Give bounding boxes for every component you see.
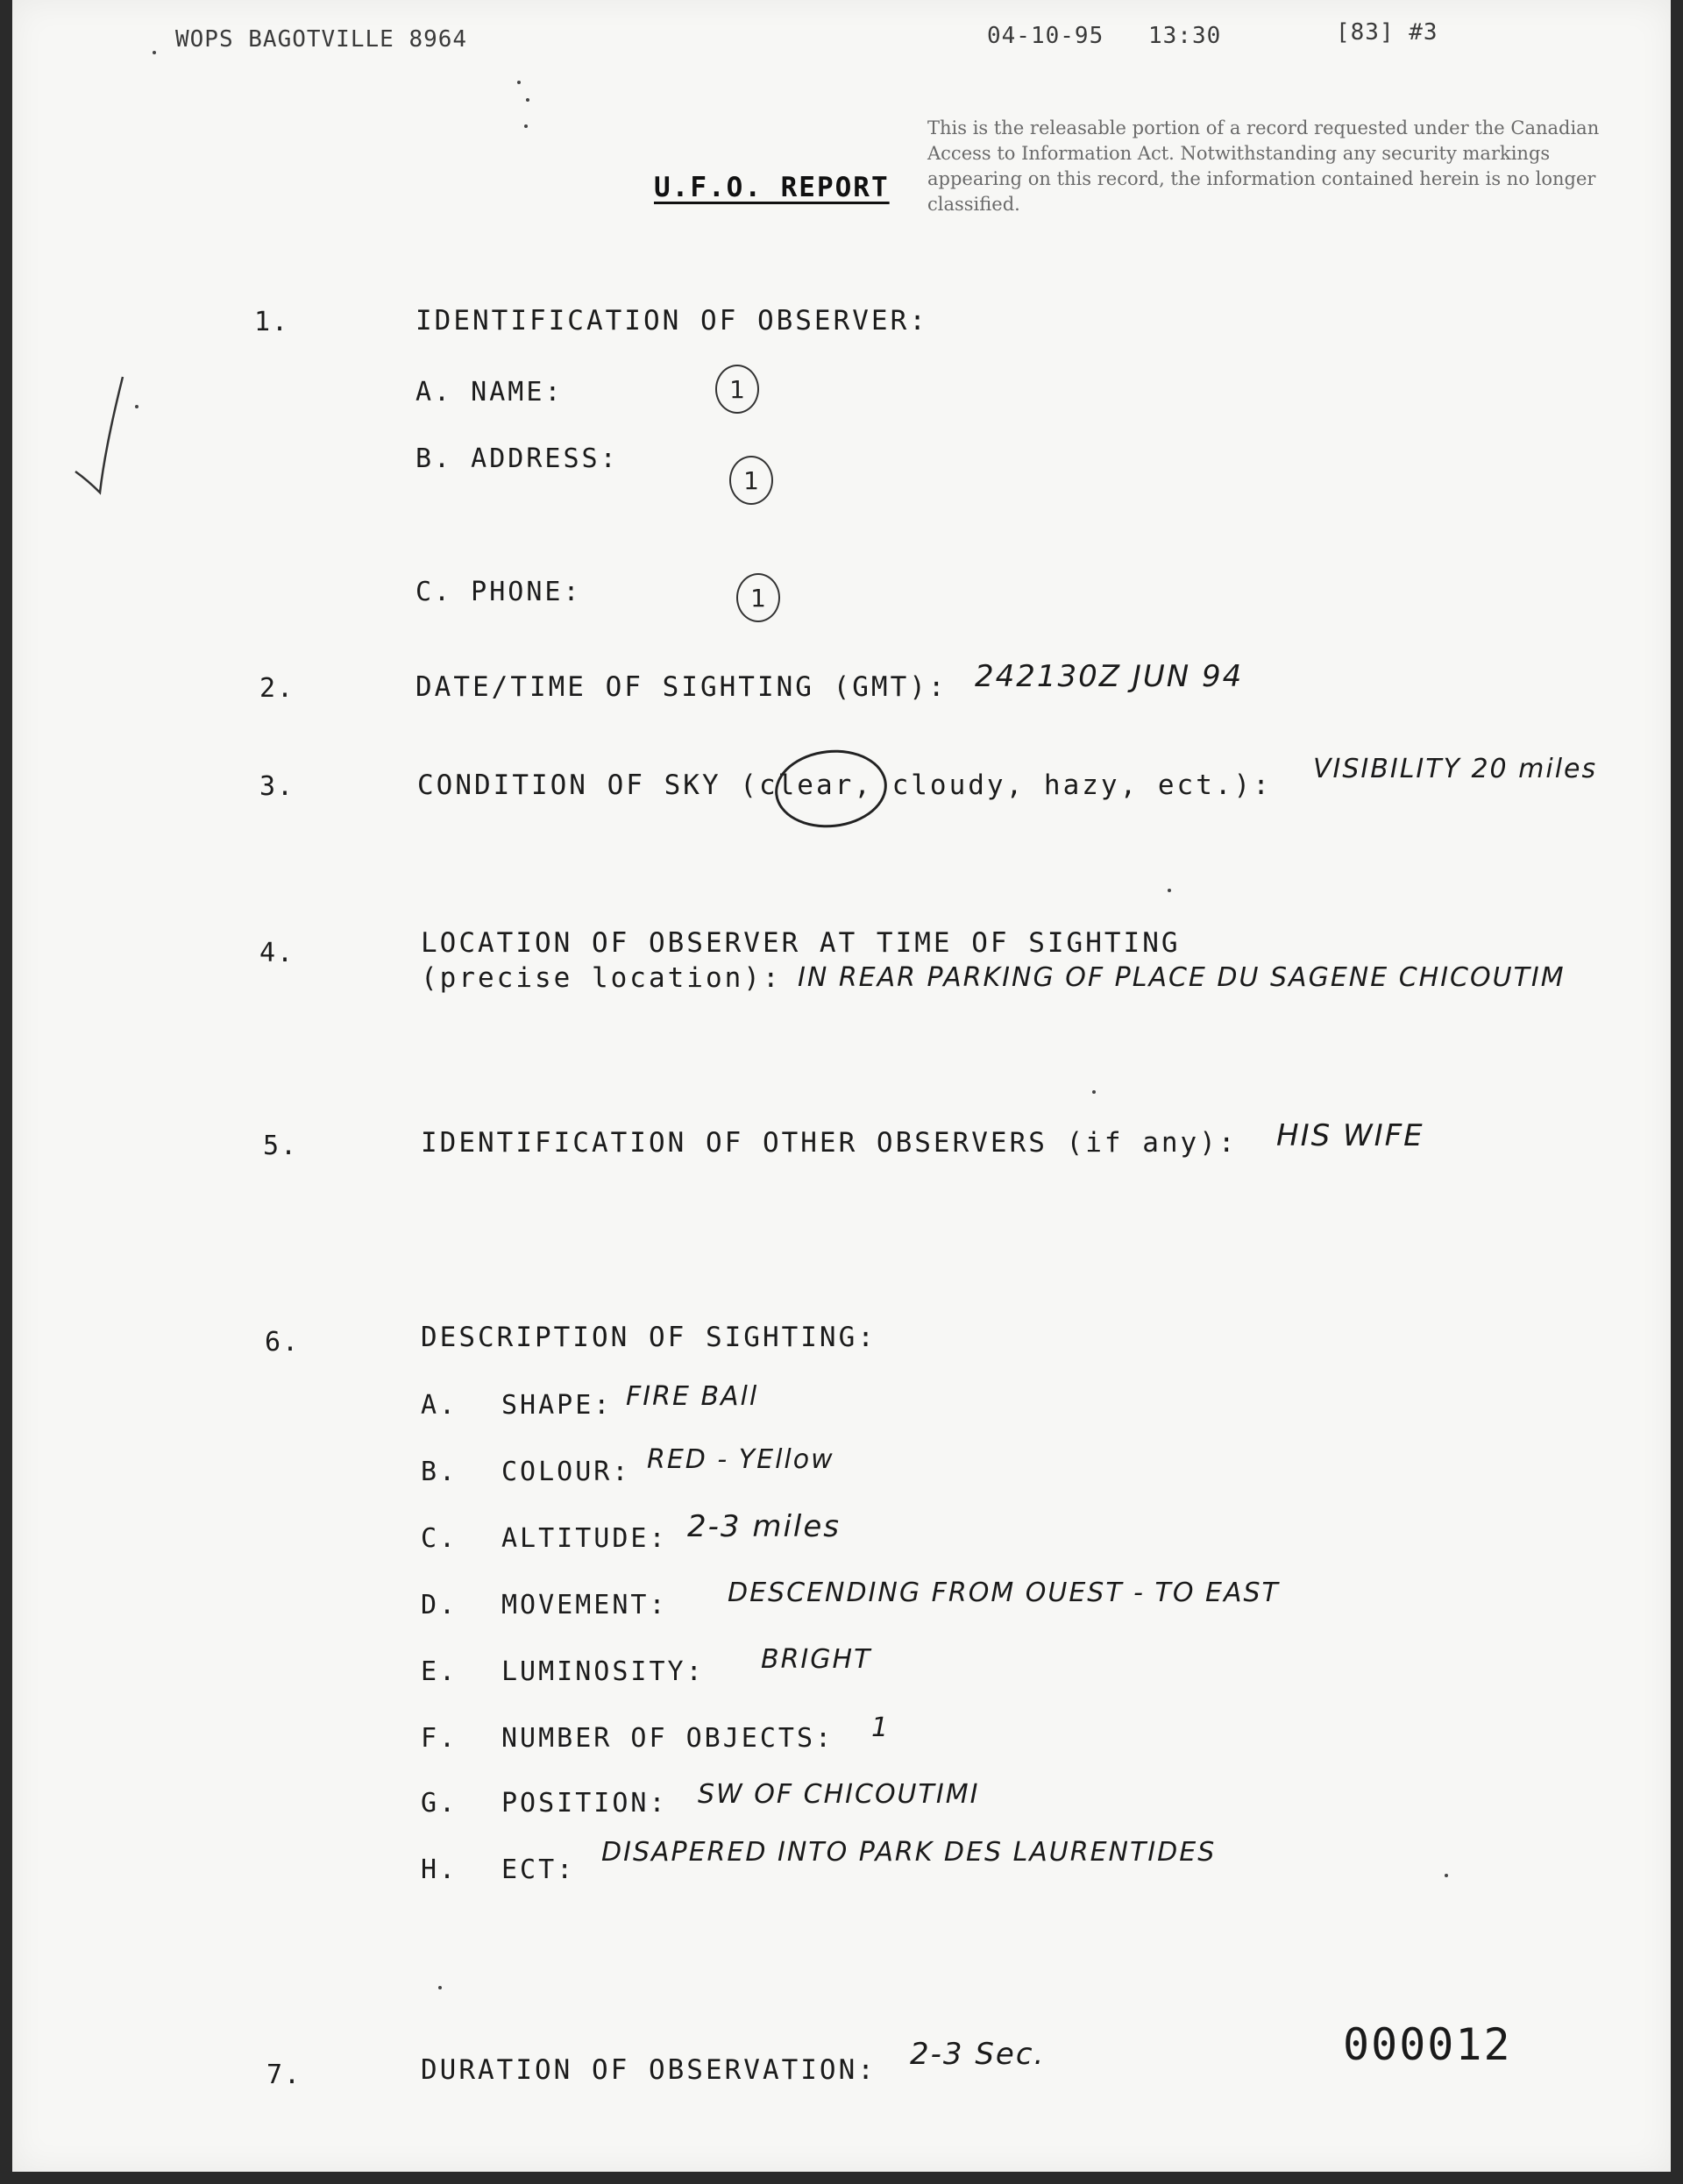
speck bbox=[153, 51, 156, 54]
shape-letter: A. bbox=[421, 1390, 458, 1421]
ect-answer: DISAPERED INTO PARK DES LAURENTIDES bbox=[601, 1837, 1217, 1868]
option-clear: clear bbox=[758, 769, 855, 801]
section-1-number: 1. bbox=[254, 307, 290, 337]
document-page bbox=[12, 0, 1671, 2172]
clear-circle-mark bbox=[771, 745, 891, 833]
section-1-label: IDENTIFICATION OF OBSERVER: bbox=[415, 305, 928, 337]
position-label: POSITION: bbox=[501, 1788, 668, 1819]
section-5-label: IDENTIFICATION OF OTHER OBSERVERS (if any): bbox=[421, 1127, 1238, 1159]
sky-condition-answer: VISIBILITY 20 miles bbox=[1313, 754, 1598, 784]
luminosity-letter: E. bbox=[421, 1656, 458, 1687]
section-7-label: DURATION OF OBSERVATION: bbox=[421, 2054, 877, 2086]
section-7-number: 7. bbox=[266, 2060, 302, 2090]
luminosity-label: LUMINOSITY: bbox=[501, 1656, 705, 1687]
redaction-mark-address: 1 bbox=[729, 456, 773, 505]
shape-label: SHAPE: bbox=[501, 1390, 613, 1421]
section-4-label: LOCATION OF OBSERVER AT TIME OF SIGHTING bbox=[421, 927, 1181, 959]
objects-letter: F. bbox=[421, 1723, 458, 1754]
section-3-label: CONDITION OF SKY (clear, cloudy, hazy, ect.): bbox=[417, 769, 1272, 801]
movement-answer: DESCENDING FROM OUEST - TO EAST bbox=[728, 1578, 1280, 1608]
section-3-number: 3. bbox=[259, 771, 295, 802]
colour-label: COLOUR: bbox=[501, 1457, 631, 1487]
duration-answer: 2-3 Sec. bbox=[910, 2037, 1046, 2072]
movement-letter: D. bbox=[421, 1590, 458, 1620]
section-6-number: 6. bbox=[265, 1327, 301, 1358]
section-2-label: DATE/TIME OF SIGHTING (GMT): bbox=[415, 671, 948, 703]
altitude-letter: C. bbox=[421, 1523, 458, 1554]
speck bbox=[438, 1986, 442, 1989]
location-answer: IN REAR PARKING OF PLACE DU SAGENE CHICOUTIM bbox=[798, 962, 1566, 993]
ect-letter: H. bbox=[421, 1854, 458, 1885]
section-4-label-line2: (precise location): bbox=[421, 962, 782, 994]
colour-answer: RED - YEllow bbox=[647, 1444, 834, 1475]
fax-page: [83] #3 bbox=[1336, 19, 1438, 46]
release-stamp: This is the releasable portion of a record requested under the Canadian Access to Information Act. Notwithstanding any security markings appearing on this record, the information contained herein is no longer classified. bbox=[927, 117, 1600, 215]
redaction-mark-name: 1 bbox=[715, 365, 759, 414]
fax-sender: WOPS BAGOTVILLE 8964 bbox=[175, 26, 468, 53]
speck bbox=[1445, 1874, 1448, 1877]
page-title: U.F.O. REPORT bbox=[654, 172, 890, 203]
position-answer: SW OF CHICOUTIMI bbox=[698, 1779, 980, 1810]
speck bbox=[526, 98, 529, 102]
section-6-label: DESCRIPTION OF SIGHTING: bbox=[421, 1322, 877, 1353]
speck bbox=[517, 81, 521, 84]
speck bbox=[1168, 889, 1171, 892]
speck bbox=[1092, 1090, 1096, 1094]
altitude-label: ALTITUDE: bbox=[501, 1523, 668, 1554]
ect-label: ECT: bbox=[501, 1854, 576, 1885]
name-label: A. NAME: bbox=[415, 377, 564, 408]
fax-time: 13:30 bbox=[1148, 23, 1222, 49]
altitude-answer: 2-3 miles bbox=[687, 1509, 841, 1544]
movement-label: MOVEMENT: bbox=[501, 1590, 668, 1620]
section-5-number: 5. bbox=[263, 1131, 299, 1161]
check-mark-icon bbox=[70, 368, 140, 500]
section-4-number: 4. bbox=[259, 938, 295, 968]
position-letter: G. bbox=[421, 1788, 458, 1819]
objects-label: NUMBER OF OBJECTS: bbox=[501, 1723, 834, 1754]
address-label: B. ADDRESS: bbox=[415, 443, 619, 474]
phone-label: C. PHONE: bbox=[415, 577, 582, 607]
fax-date: 04-10-95 bbox=[987, 23, 1104, 49]
section-2-number: 2. bbox=[259, 673, 295, 704]
colour-letter: B. bbox=[421, 1457, 458, 1487]
sighting-datetime-answer: 242130Z JUN 94 bbox=[975, 659, 1244, 694]
other-observers-answer: HIS WIFE bbox=[1276, 1118, 1424, 1153]
document-number: 000012 bbox=[1343, 2019, 1512, 2070]
luminosity-answer: BRIGHT bbox=[761, 1644, 872, 1675]
speck bbox=[524, 124, 528, 128]
objects-answer: 1 bbox=[871, 1712, 891, 1743]
redaction-mark-phone: 1 bbox=[736, 573, 780, 622]
shape-answer: FIRE BAll bbox=[626, 1381, 759, 1412]
